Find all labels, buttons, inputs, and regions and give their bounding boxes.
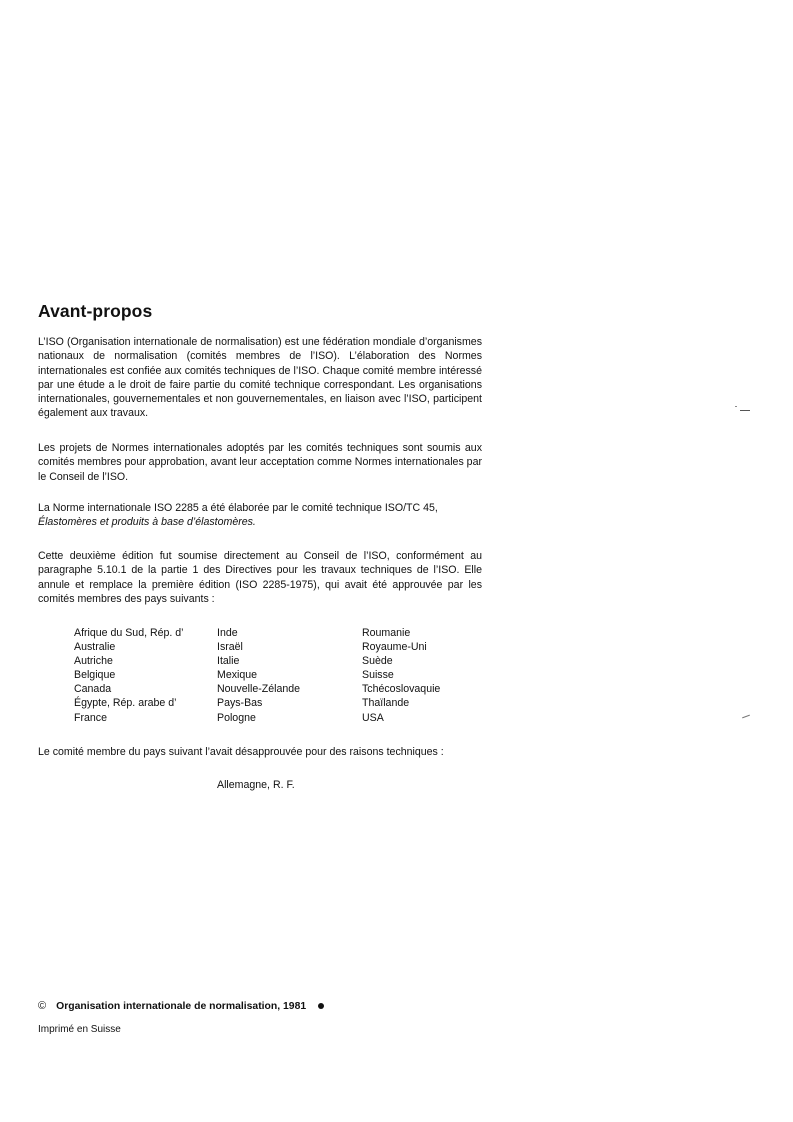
country-item: Égypte, Rép. arabe d’ [74, 697, 177, 710]
printed-in: Imprimé en Suisse [38, 1024, 121, 1035]
paragraph-iso-intro: L’ISO (Organisation internationale de normalisation) est une fédération mondiale d’organismes nationaux de normalisation (comités membres de l’ISO). L’élaboration des Normes internationales est confiée aux comités techniques de l’ISO. Chaque comité membre intéressé par une étude a le droit de faire partie du comité technique correspondant. Les organisations internationales, gouvernementales et non gouvernementales, en liaison avec l’ISO, participent également aux travaux. [38, 336, 482, 420]
paragraph-draft-standards: Les projets de Normes internationales adoptés par les comités techniques sont soumis aux comités membres pour approbation, avant leur acceptation comme Normes internationales par le Conseil de l’ISO. [38, 442, 482, 483]
country-item: Pays-Bas [217, 697, 263, 710]
paragraph-standard-origin [38, 501, 482, 530]
country-item: Canada [74, 683, 112, 696]
paragraph-second-edition: Cette deuxième édition fut soumise directement au Conseil de l’ISO, conformément au paragraphe 5.10.1 de la partie 1 des Directives pour les travaux techniques de l’ISO. Elle annule et remplace la première édition (ISO 2285-1975), qui avait été approuvée par les comités membres des pays suivants : [38, 550, 482, 605]
country-item: Autriche [74, 655, 113, 668]
country-item: Pologne [217, 711, 256, 724]
page-title: Avant-propos [38, 301, 153, 321]
bullet-dot-icon [318, 1003, 324, 1009]
countries-column-1 [74, 626, 184, 725]
countries-column-2 [217, 626, 300, 725]
countries-column-3 [362, 626, 440, 725]
scan-mark [735, 406, 737, 407]
country-item: Suède [362, 655, 393, 668]
scan-mark [742, 715, 750, 719]
copyright-text: Organisation internationale de normalisation, 1981 [56, 1000, 307, 1012]
country-item: Roumanie [362, 627, 411, 639]
scan-mark [740, 410, 750, 411]
country-item: Belgique [74, 669, 116, 682]
copyright-line [38, 1000, 324, 1012]
country-item: USA [362, 711, 384, 724]
country-item: Thaïlande [362, 697, 410, 710]
country-item: Inde [217, 627, 238, 639]
paragraph-disapproval: Le comité membre du pays suivant l’avait désapprouvée pour des raisons techniques : [38, 746, 444, 758]
standard-origin-text: La Norme internationale ISO 2285 a été élaborée par le comité technique ISO/TC 45, [38, 502, 438, 514]
copyright-icon: © [38, 1000, 47, 1012]
country-item: Israël [217, 641, 243, 654]
country-item: Afrique du Sud, Rép. d’ [74, 627, 184, 639]
country-item: Tchécoslovaquie [362, 683, 441, 696]
country-item: Royaume-Uni [362, 641, 427, 654]
country-item: Italie [217, 655, 240, 668]
country-item: Suisse [362, 669, 394, 682]
country-item: Nouvelle-Zélande [217, 683, 301, 696]
country-item: France [74, 711, 107, 724]
country-item: Mexique [217, 669, 258, 682]
country-item: Australie [74, 641, 116, 654]
disapproving-country: Allemagne, R. F. [217, 779, 295, 791]
committee-title: Élastomères et produits à base d’élastomères. [38, 516, 256, 529]
